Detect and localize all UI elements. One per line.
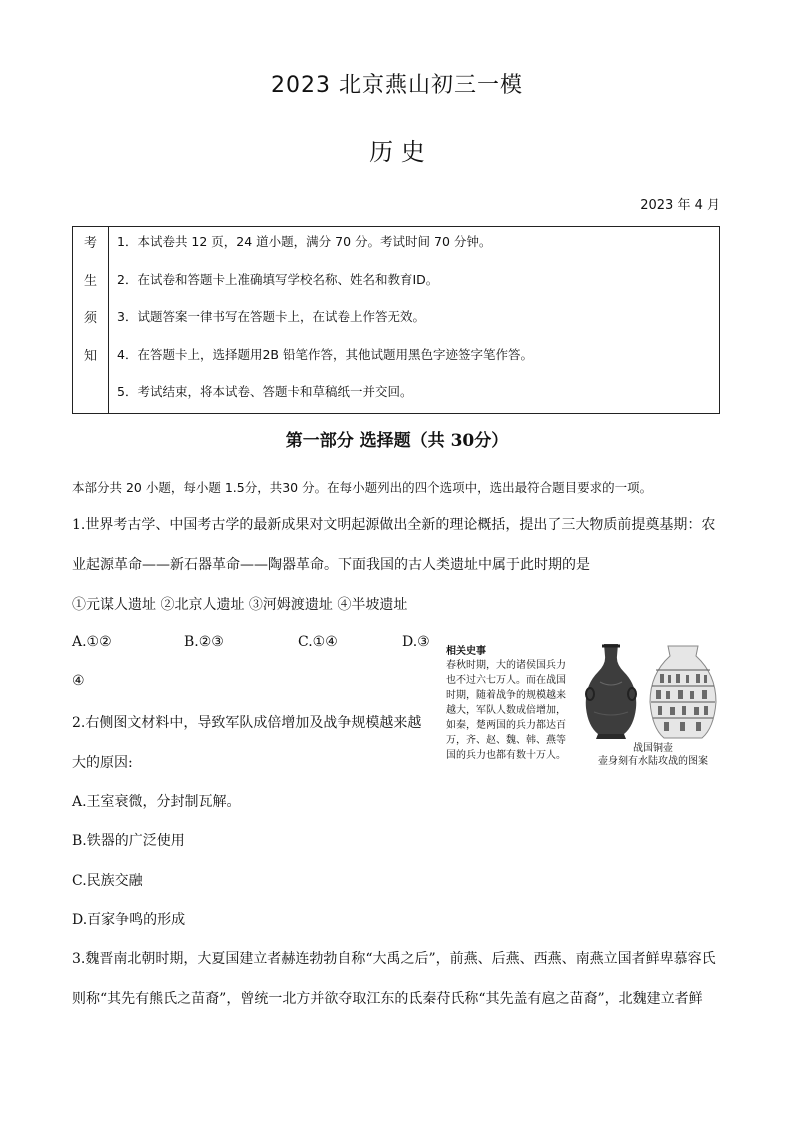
notice-item: 3．试题答案一律书写在答题卡上，在试卷上作答无效。: [117, 309, 425, 324]
figure-text: 春秋时期，大的诸侯国兵力也不过六七万人。而在战国时期，随着战争的规模越来越大，军队人数成倍增加，如秦，楚两国的兵力都达百万，齐、赵、魏、韩、燕等国的兵力也都有数十万人。: [446, 660, 566, 761]
notice-item: 4．在答题卡上，选择题用2B 铅笔作答，其他试题用黑色字迹签字笔作答。: [117, 346, 533, 362]
notice-label-char: 知: [83, 348, 97, 364]
notice-item: 2．在试卷和答题卡上准确填写学校名称、姓名和教育ID。: [117, 271, 439, 287]
notice-label-char: 考: [83, 236, 97, 251]
q1-option-a: A.①②: [72, 634, 112, 650]
exam-date: 2023 年 4 月: [640, 198, 720, 213]
figure-caption: [586, 742, 720, 768]
figure-caption-line2: 壶身刻有水陆攻战的图案: [598, 756, 708, 767]
q1-option-d: D.③: [402, 634, 430, 650]
subject-title: 历 史: [369, 138, 425, 166]
q1-option-d-wrap: ④: [72, 673, 85, 689]
q2-option-b: B.铁器的广泛使用: [72, 833, 185, 849]
q2-option-a: A.王室衰微，分封制瓦解。: [72, 794, 241, 810]
historical-figure: [446, 642, 722, 772]
page-title: 2023 北京燕山初三一模: [271, 73, 523, 98]
notice-items: [109, 227, 719, 413]
q1-items: ①元谋人遗址 ②北京人遗址 ③河姆渡遗址 ④半坡遗址: [72, 597, 408, 613]
battle-scene-pattern-image: [646, 644, 720, 740]
q1-stem-line1: 1.世界考古学、中国考古学的最新成果对文明起源做出全新的理论概括，提出了三大物质前提奠基期：农: [72, 517, 716, 533]
section-intro: 本部分共 20 小题，每小题 1.5分，共30 分。在每小题列出的四个选项中，选出最符合题目要求的一项。: [72, 480, 653, 495]
notice-label-char: 须: [83, 311, 97, 326]
q1-option-c: C.①④: [298, 634, 338, 650]
section-title: 第一部分 选择题（共 30分）: [285, 431, 509, 451]
bronze-vase-image: [580, 642, 642, 740]
q2-option-c: C.民族交融: [72, 873, 143, 889]
q2-stem-line1: 2.右侧图文材料中，导致军队成倍增加及战争规模越来越: [72, 715, 422, 731]
notice-label-char: 生: [83, 273, 97, 289]
candidate-notice-box: [72, 226, 720, 414]
figure-caption-line1: 战国铜壶: [633, 743, 673, 754]
figure-title: 相关史事: [446, 646, 486, 657]
notice-item: 1．本试卷共 12 页，24 道小题，满分 70 分。考试时间 70 分钟。: [117, 234, 492, 249]
q1-stem-line2: 业起源革命——新石器革命——陶器革命。下面我国的古人类遗址中属于此时期的是: [72, 557, 590, 573]
notice-item: 5．考试结束，将本试卷、答题卡和草稿纸一并交回。: [117, 384, 413, 399]
q3-stem-line1: 3.魏晋南北朝时期，大夏国建立者赫连勃勃自称“大禹之后”，前燕、后燕、西燕、南燕立国者鲜卑慕容氏: [72, 951, 716, 967]
q1-option-b: B.②③: [184, 634, 224, 650]
q2-option-d: D.百家争鸣的形成: [72, 912, 186, 928]
q3-stem-line2: 则称“其先有熊氏之苗裔”，曾统一北方并欲夺取江东的氐秦苻氏称“其先盖有扈之苗裔”，北魏建立者鲜: [72, 991, 703, 1007]
notice-label: [73, 227, 109, 413]
q2-stem-line2: 大的原因:: [72, 755, 133, 771]
